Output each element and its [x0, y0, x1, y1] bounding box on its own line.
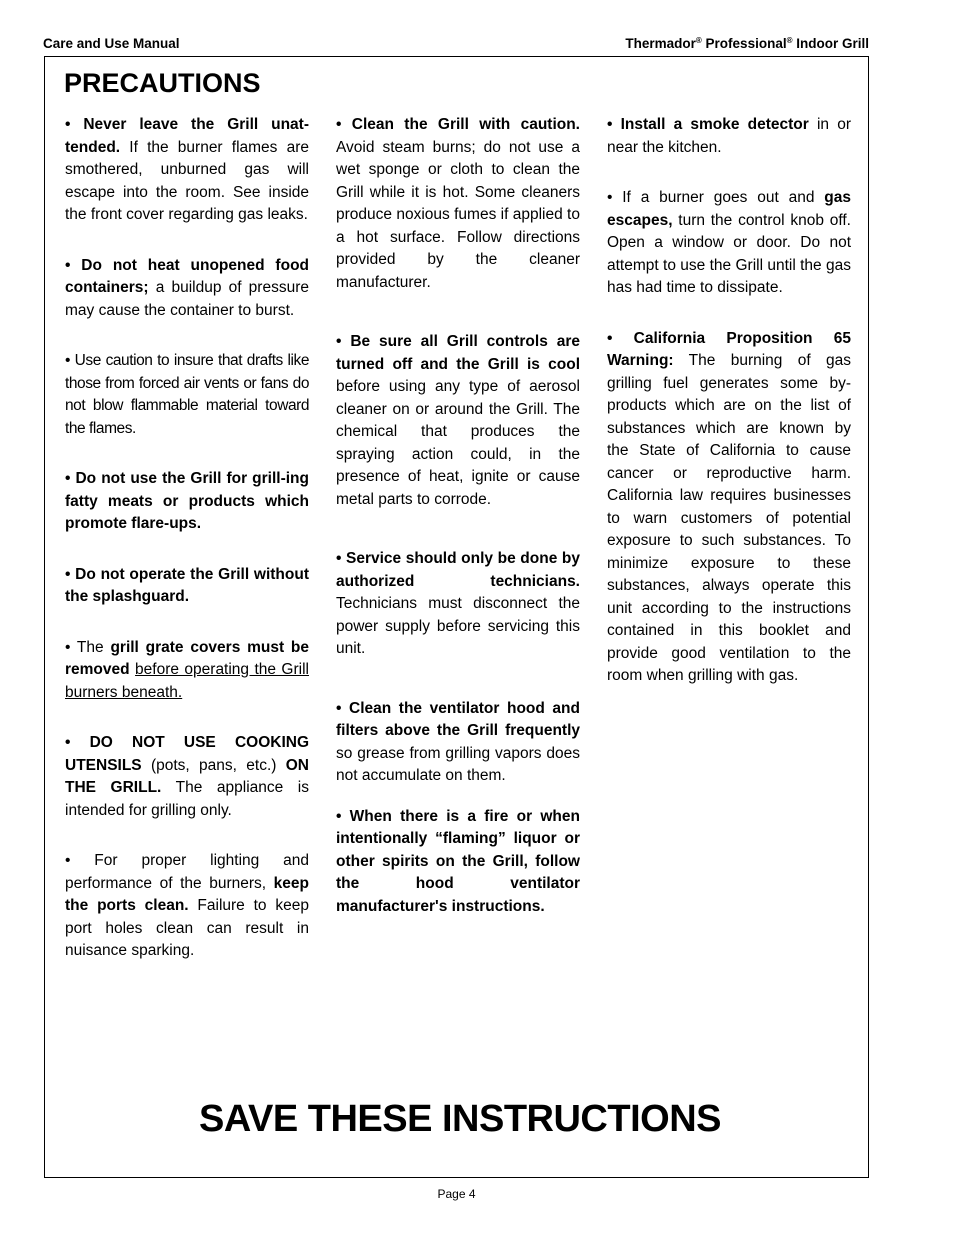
- precaution-text: a buildup of pressure may cause the container to burst.: [65, 279, 309, 319]
- precaution-text: so grease from grilling vapors does not accumulate on them.: [336, 744, 580, 784]
- precaution-grate-covers: [65, 637, 309, 705]
- precaution-splashguard: [65, 564, 309, 609]
- column-middle: [336, 114, 580, 918]
- precaution-gas-escapes: [607, 187, 851, 300]
- precaution-underlined-text: before operating the Grill burners beneath.: [65, 661, 309, 701]
- precaution-heading: • Clean the ventilator hood and filters above the Grill frequently: [336, 699, 580, 739]
- precaution-heading: • Service should only be done by authorized technicians.: [336, 550, 580, 590]
- precaution-heading: • DO NOT USE COOKING UTENSILS: [65, 734, 309, 774]
- product-name: Indoor Grill: [796, 36, 869, 51]
- precaution-text: The burning of gas grilling fuel generates some by-products which are on the list of substances which are known by the State of California to cause cancer or reproductive harm. California law requires businesses to warn customers of potential exposure to such substances. To minimize exposure to these substances, always operate this unit according to the instructions contained in this booklet and provide good ventilation to the room when grilling with gas.: [607, 352, 851, 684]
- precaution-heading: • When there is a fire or when intentionally “flaming” liquor or other spirits on the Grill, follow the hood ventilator manufacturer's instructions.: [336, 807, 580, 915]
- precaution-text: (pots, pans, etc.): [141, 756, 286, 774]
- precaution-heading: • Never leave the Grill unat-tended.: [65, 116, 309, 156]
- product-line: Professional: [705, 36, 787, 51]
- precaution-fatty-meats: [65, 468, 309, 536]
- precaution-text-2: The appliance is intended for grilling only.: [65, 779, 309, 819]
- precaution-heading: • California Proposition 65 Warning:: [607, 329, 851, 369]
- precaution-ventilator-hood: [336, 698, 580, 788]
- precaution-heading: • Do not use the Grill for grill-ing fatty meats or products which promote flare-ups.: [65, 470, 309, 532]
- precaution-text: Technicians must disconnect the power supply before servicing this unit.: [336, 595, 580, 657]
- precaution-heading: • Install a smoke detector: [607, 116, 809, 133]
- precaution-heading: • Do not operate the Grill without the splashguard.: [65, 565, 309, 605]
- precaution-text-2: turn the control knob off. Open a window or door. Do not attempt to use the Grill until the gas has had time to dissipate.: [607, 211, 851, 296]
- precaution-text: Avoid steam burns; do not use a wet sponge or cloth to clean the Grill while it is hot. Some cleaners produce noxious fumes if applied to a hot surface. Follow directions provided by the cleaner manufacturer.: [336, 138, 580, 291]
- precaution-text: before using any type of aerosol cleaner on or around the Grill. The chemical that produces the spraying action could, in the presence of heat, ignite or cause metal parts to corrode.: [336, 378, 580, 508]
- precaution-clean-with-caution: [336, 114, 580, 294]
- manual-title: Care and Use Manual: [43, 36, 180, 51]
- column-right: [607, 114, 851, 688]
- precaution-text: • Use caution to insure that drafts like those from forced air vents or fans do not blow flammable material toward the flames.: [65, 352, 309, 437]
- product-title: [625, 36, 869, 51]
- precaution-heading: • Clean the Grill with caution.: [336, 116, 580, 133]
- section-title: PRECAUTIONS: [64, 68, 261, 98]
- precaution-heading: keep the ports clean.: [65, 874, 309, 914]
- precaution-heading: grill grate covers must be removed: [65, 638, 310, 678]
- registered-mark: ®: [695, 36, 702, 45]
- precaution-heading: • Do not heat unopened food containers;: [65, 256, 309, 296]
- precaution-smoke-detector: [607, 114, 851, 159]
- precaution-text: in or near the kitchen.: [607, 116, 851, 156]
- precaution-heading: • Be sure all Grill controls are turned off and the Grill is cool: [336, 333, 580, 373]
- column-left: [65, 114, 309, 963]
- precaution-text: • If a burner goes out and: [607, 189, 825, 206]
- precaution-cooking-utensils: [65, 732, 309, 822]
- brand-name: Thermador: [625, 36, 696, 51]
- registered-mark-2: ®: [786, 36, 793, 45]
- precaution-text-2: Failure to keep port holes clean can result in nuisance sparking.: [65, 897, 309, 959]
- precaution-prop-65: [607, 328, 851, 688]
- precaution-text: If the burner flames are smothered, unburned gas will escape into the room. See inside the front cover regarding gas leaks.: [65, 138, 309, 223]
- precaution-heading: gas escapes,: [607, 189, 851, 229]
- precaution-text: • For proper lighting and performance of the burners,: [65, 852, 309, 892]
- precaution-unattended: [65, 114, 309, 227]
- precaution-fire: [336, 806, 580, 919]
- precaution-heading-2: ON THE GRILL.: [65, 756, 309, 796]
- precaution-drafts: [65, 350, 309, 440]
- save-instructions-banner: SAVE THESE INSTRUCTIONS: [199, 1098, 721, 1140]
- precaution-text: • The: [65, 638, 111, 656]
- precaution-clean-ports: [65, 850, 309, 963]
- precaution-controls-off: [336, 331, 580, 511]
- precaution-service: [336, 548, 580, 661]
- page-number: Page 4: [437, 1187, 476, 1201]
- precaution-unopened-containers: [65, 255, 309, 323]
